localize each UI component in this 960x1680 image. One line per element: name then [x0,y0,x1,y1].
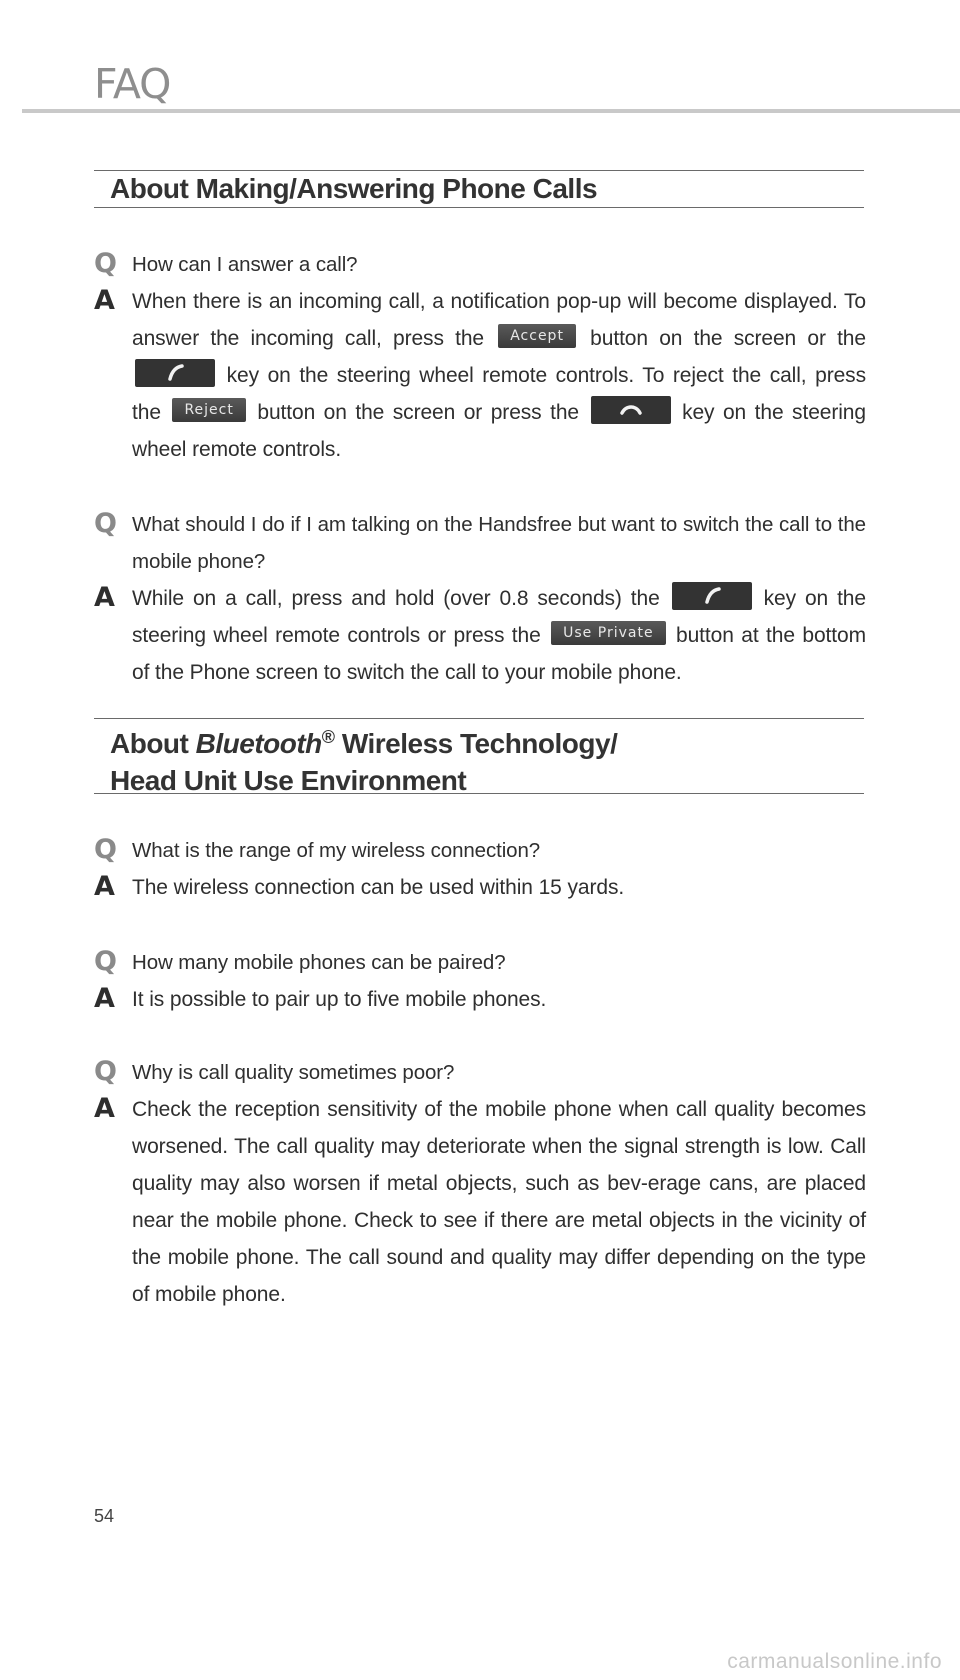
section-heading-bluetooth [94,718,864,794]
question-row [94,1054,866,1091]
answer-row [94,580,866,691]
phone-call-key [135,359,215,387]
question-row [94,944,866,981]
heading-line1-rest: Wireless Technology/ [341,728,618,759]
answer-part: While on a call, press and hold (over 0.8 seconds) the [132,587,660,610]
question-marker: Q [94,248,117,279]
phone-call-icon [161,359,189,387]
heading-prefix: About [110,728,189,759]
answer-part: button at the bottom of the Phone screen to switch the call to your mobile phone. [132,624,866,684]
page-number: 54 [94,1506,115,1526]
phone-call-key [672,582,752,610]
answer-part: key on the steering wheel remote controls or press the [132,587,866,647]
answer-part: key on the steering wheel remote controls. To reject the call, press the [132,364,866,424]
phone-end-icon [616,396,646,424]
question-row [94,506,866,580]
phone-end-key [591,396,671,424]
header-divider [22,109,960,113]
heading-brand: Bluetooth [195,728,322,759]
faq-item-call-quality [94,1054,866,1313]
page-header [0,0,960,120]
section-title: About Making/Answering Phone Calls [110,173,598,204]
answer-marker: A [94,1093,115,1124]
use-private-button: Use Private [551,621,665,645]
question-text: How can I answer a call? [132,253,358,276]
answer-part: When there is an incoming call, a notification pop-up will become displayed. To answer the incoming call, press the [132,290,866,350]
faq-item-switch-call [94,506,866,691]
answer-part: key on the steering wheel remote controls. [132,401,866,461]
answer-text [132,283,866,468]
page-title: FAQ [94,60,171,108]
question-marker: Q [94,946,117,977]
answer-marker: A [94,582,115,613]
answer-row [94,869,866,906]
answer-row [94,1091,866,1313]
section-heading-phone-calls [94,170,864,208]
question-marker: Q [94,508,117,539]
answer-text: It is possible to pair up to five mobile phones. [132,988,547,1011]
faq-item-answer-call [94,246,866,468]
question-text: What should I do if I am talking on the Handsfree but want to switch the call to the mobile phone? [132,513,866,573]
faq-item-range [94,832,866,906]
question-row [94,832,866,869]
answer-marker: A [94,285,115,316]
answer-text [132,580,866,691]
phone-call-icon [698,582,726,610]
question-marker: Q [94,1056,117,1087]
answer-row [94,283,866,468]
heading-line2: Head Unit Use Environment [110,765,467,796]
question-text: What is the range of my wireless connection? [132,839,541,862]
question-row [94,246,866,283]
registered-mark: ® [321,727,335,747]
watermark: carmanualsonline.info [727,1650,942,1673]
answer-text: The wireless connection can be used within 15 yards. [132,876,625,899]
answer-text: Check the reception sensitivity of the mobile phone when call quality becomes worsened. The call quality may deteriorate when the signal strength is low. Call quality may also worsen if metal objects, such as bev-erage cans, are placed near the mobile phone. Check to see if there are metal objects in the vicinity of the mobile phone. The call sound and quality may differ depending on the type of mobile phone. [132,1098,866,1306]
answer-marker: A [94,871,115,902]
answer-part: button on the screen or press the [257,401,579,424]
question-marker: Q [94,834,117,865]
section-title [94,719,864,799]
answer-part: button on the screen or the [590,327,866,350]
faq-item-paired-phones [94,944,866,1018]
question-text: How many mobile phones can be paired? [132,951,506,974]
question-text: Why is call quality sometimes poor? [132,1061,455,1084]
answer-row [94,981,866,1018]
answer-marker: A [94,983,115,1014]
reject-button: Reject [172,398,245,422]
accept-button: Accept [498,324,576,348]
